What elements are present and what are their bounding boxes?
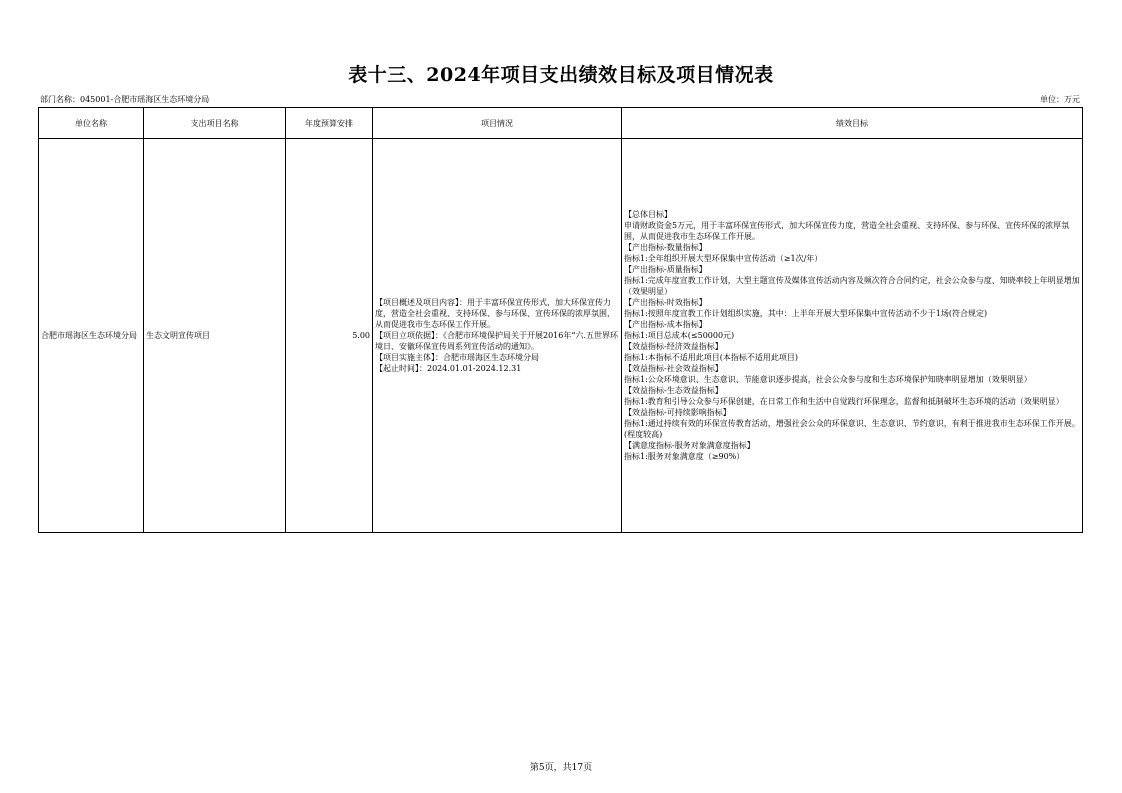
performance-line: 指标1:教育和引导公众参与环保创建，在日常工作和生活中自觉践行环保理念，监督和抵制破坏生态环境的活动（效果明显） (624, 397, 1064, 406)
cell-budget: 5.00 (286, 139, 373, 533)
header-budget: 年度预算安排 (286, 108, 373, 139)
performance-line: 【效益指标-社会效益指标】 (624, 364, 723, 373)
table-header-row (39, 108, 1083, 139)
performance-line: 指标1:项目总成本(≤50000元) (624, 331, 735, 340)
performance-line: 【效益指标-生态效益指标】 (624, 386, 723, 395)
performance-line: 指标1:完成年度宣教工作计划，大型主题宣传及媒体宣传活动内容及频次符合合同约定，社会公众参与度、知晓率较上年明显增加（效果明显） (624, 276, 1080, 296)
performance-line: 指标1:通过持续有效的环保宣传教育活动，增强社会公众的环保意识、生态意识、节约意识，有利于推进我市生态环保工作开展。(程度较高) (624, 419, 1080, 439)
cell-project-info (373, 139, 622, 533)
performance-line: 指标1:公众环境意识、生态意识、节能意识逐步提高，社会公众参与度和生态环境保护知晓率明显增加（效果明显） (624, 375, 1032, 384)
performance-line: 【满意度指标-服务对象满意度指标】 (624, 441, 755, 450)
department-label: 部门名称：045001-合肥市瑶海区生态环境分局 (40, 95, 210, 104)
unit-label: 单位：万元 (1040, 95, 1080, 104)
performance-line: 【产出指标-质量指标】 (624, 265, 707, 274)
page-number: 第5页，共17页 (529, 763, 593, 773)
cell-performance (622, 139, 1083, 533)
performance-line: 指标1:按照年度宣教工作计划组织实施，其中：上半年开展大型环保集中宣传活动不少于1场(符合规定) (624, 309, 988, 318)
header-project-info: 项目情况 (373, 108, 622, 139)
cell-unit-name: 合肥市瑶海区生态环境分局 (39, 139, 144, 533)
page-title: 表十三、2024年项目支出绩效目标及项目情况表 (348, 64, 774, 86)
header-unit-name: 单位名称 (39, 108, 144, 139)
performance-line: 【产出指标-数量指标】 (624, 243, 707, 252)
project-info-line: 【起止时间】：2024.01.01-2024.12.31 (375, 364, 522, 373)
performance-line: 【效益指标-可持续影响指标】 (624, 408, 731, 417)
performance-line: 【产出指标-成本指标】 (624, 320, 707, 329)
performance-line: 【效益指标-经济效益指标】 (624, 342, 723, 351)
project-info-line: 【项目立项依据】：《合肥市环境保护局关于开展2016年“六.五世界环境日、安徽环保宣传周系列宣传活动的通知》。 (375, 331, 618, 351)
performance-line: 【产出指标-时效指标】 (624, 298, 707, 307)
table-row (39, 139, 1083, 533)
project-info-line: 【项目概述及项目内容】：用于丰富环保宣传形式，加大环保宣传力度，营造全社会重视、支持环保、参与环保、宣传环保的浓厚氛围，从而促进我市生态环保工作开展。 (375, 298, 615, 329)
header-project-name: 支出项目名称 (144, 108, 286, 139)
performance-line: 申请财政资金5万元，用于丰富环保宣传形式，加大环保宣传力度，营造全社会重视、支持环保、参与环保、宣传环保的浓厚氛围，从而促进我市生态环保工作开展。 (624, 221, 1070, 241)
cell-project-name: 生态文明宣传项目 (144, 139, 286, 533)
performance-line: 指标1:服务对象满意度（≥90%） (624, 452, 745, 461)
project-info-line: 【项目实施主体】：合肥市瑶海区生态环境分局 (375, 353, 539, 362)
performance-line: 【总体目标】 (624, 210, 672, 219)
header-performance: 绩效目标 (622, 108, 1083, 139)
performance-table (38, 107, 1083, 533)
performance-line: 指标1:全年组织开展大型环保集中宣传活动（≥1次/年） (624, 254, 823, 263)
performance-line: 指标1:本指标不适用此项目(本指标不适用此项目) (624, 353, 799, 362)
